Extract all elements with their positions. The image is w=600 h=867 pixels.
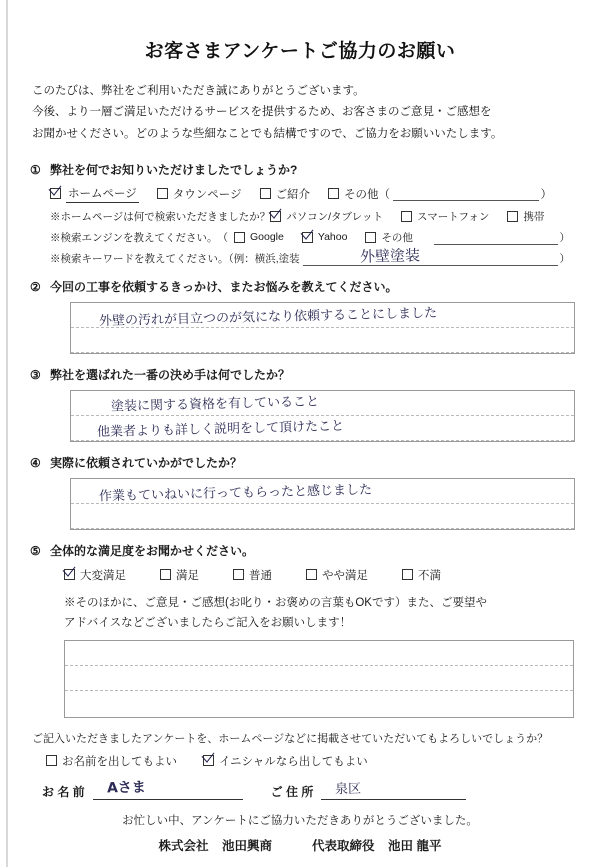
- checkbox-icon[interactable]: [260, 188, 271, 199]
- sub1-option-mobile-label: 携帯: [523, 210, 545, 223]
- option-townpage[interactable]: [157, 186, 242, 202]
- satisfaction-option-satisfied[interactable]: [160, 567, 199, 583]
- page-title: お客さまアンケートご協力のお願い: [144, 41, 456, 62]
- answer-line: [71, 504, 574, 529]
- checkbox-checked-icon[interactable]: [302, 232, 313, 243]
- sub1-option-smartphone[interactable]: [401, 209, 489, 224]
- question-2-number: ②: [30, 279, 41, 294]
- question-2-answer-field[interactable]: [70, 302, 575, 354]
- intro-text: [32, 81, 570, 145]
- sub1-lead: ※ホームページは何で検索いただきましたか？: [50, 210, 271, 223]
- respondent-row: [42, 779, 570, 800]
- question-4-text: 実際に依頼されていかがでしたか？: [50, 455, 243, 470]
- name-handwritten-value: Aさま: [106, 779, 146, 797]
- question-3-answer-line-1: 塗装に関する資格を有していること: [110, 394, 320, 415]
- question-2-answer-line-1: 外壁の汚れが目立つのが気になり依頼することにしました: [98, 305, 438, 329]
- sub1-option-mobile[interactable]: [507, 209, 544, 224]
- sub2-lead: ※検索エンジンを教えてください。 （: [50, 231, 228, 244]
- satisfaction-option-dissatisfied[interactable]: [402, 567, 441, 583]
- question-1-sub1: [50, 209, 570, 224]
- checkbox-checked-icon[interactable]: [203, 755, 214, 766]
- intro-line-1: このたびは、弊社をご利用いただき誠にありがとうございます。: [32, 85, 365, 97]
- question-2: [30, 278, 570, 354]
- sub2-option-other-label: その他: [381, 231, 413, 244]
- checkbox-icon[interactable]: [402, 569, 413, 580]
- representative-name: 池田 龍平: [388, 838, 442, 853]
- checkbox-icon[interactable]: [365, 232, 376, 243]
- intro-line-3: お聞かせください。どのような些細なことでも結構ですので、ご協力をお願いいたします。: [32, 127, 503, 140]
- checkbox-icon[interactable]: [401, 211, 412, 222]
- question-5-number: ⑤: [30, 543, 41, 558]
- checkbox-icon[interactable]: [234, 232, 245, 243]
- publish-option-initials-label: イニシャルなら出してもよい: [219, 755, 368, 768]
- satisfaction-option-satisfied-label: 満足: [176, 569, 199, 582]
- satisfaction-option-dissatisfied-label: 不満: [418, 569, 441, 582]
- option-homepage[interactable]: [50, 185, 139, 203]
- question-2-heading: [30, 278, 570, 295]
- company-block: [159, 836, 273, 854]
- free-comment-field[interactable]: [64, 640, 574, 718]
- representative-role: 代表取締役: [312, 838, 375, 853]
- intro-line-2: 今後、より一層ご満足いただけるサービスを提供するため、お客さまのご意見・ご感想を: [32, 106, 492, 119]
- option-other-label: その他（: [344, 188, 391, 201]
- question-5-text: 全体的な満足度をお聞かせください。: [50, 543, 255, 558]
- answer-line: [71, 328, 574, 353]
- address-input[interactable]: [321, 779, 466, 800]
- satisfaction-option-somewhat-label: やや満足: [322, 569, 368, 582]
- question-4-heading: [30, 454, 570, 471]
- free-comment-note-line-1: ※そのほかに、ご意見・ご感想(お叱り・お褒めの言葉もOKです）また、ご要望や: [64, 596, 487, 609]
- publish-consent-options: [46, 753, 570, 769]
- checkbox-icon[interactable]: [328, 188, 339, 199]
- answer-line: [65, 666, 573, 691]
- sub2-option-yahoo-label: Yahoo: [317, 231, 348, 244]
- sub2-close: ）: [559, 231, 570, 244]
- question-5-options: [64, 567, 570, 583]
- question-5-heading: [30, 542, 570, 559]
- question-1-options: [50, 185, 570, 203]
- sub3-lead: ※検索キーワードを教えてください。（例：横浜,塗装: [50, 252, 300, 265]
- sub2-option-google-label: Google: [249, 231, 284, 244]
- checkbox-checked-icon[interactable]: [50, 188, 61, 199]
- question-5: [30, 542, 570, 718]
- question-1-number: ①: [30, 162, 41, 177]
- page-edge-bar: [6, 0, 8, 867]
- checkbox-icon[interactable]: [306, 569, 317, 580]
- name-label: お 名 前: [42, 784, 85, 799]
- question-1-sub3: [50, 246, 570, 266]
- question-3: [30, 366, 570, 442]
- publish-consent-text: ご記入いただきましたアンケートを、ホームページなどに掲載させていただいてもよろしいでしょうか？: [32, 733, 549, 746]
- question-1-text: 弊社を何でお知りいただけましたでしょうか?: [50, 162, 298, 177]
- publish-option-initials[interactable]: [203, 753, 368, 769]
- checkbox-icon[interactable]: [157, 188, 168, 199]
- address-label: ご 住 所: [270, 784, 314, 799]
- checkbox-icon[interactable]: [160, 569, 171, 580]
- question-1: [30, 161, 570, 266]
- company-signature: [30, 836, 570, 854]
- address-handwritten-value: 泉区: [335, 781, 362, 798]
- question-3-text: 弊社を選ばれた一番の決め手は何でしたか？: [50, 367, 291, 382]
- question-4-answer-line-1: 作業もていねいに行ってもらったと感じました: [98, 482, 373, 505]
- option-homepage-label: ホームページ: [66, 185, 139, 203]
- answer-line: [65, 641, 573, 666]
- free-comment-note: [64, 593, 570, 634]
- option-other[interactable]: [328, 186, 552, 202]
- sub2-option-google[interactable]: [234, 231, 284, 243]
- satisfaction-option-somewhat[interactable]: [306, 567, 368, 583]
- option-other-close: ）: [540, 188, 552, 201]
- question-4-answer-field[interactable]: [70, 478, 575, 530]
- sub1-option-pc-label: パソコン/タブレット: [286, 210, 383, 223]
- checkbox-checked-icon[interactable]: [270, 211, 281, 222]
- representative-block: [312, 836, 441, 854]
- question-1-sub2: [50, 230, 570, 245]
- answer-line: [65, 691, 573, 716]
- option-townpage-label: タウンページ: [172, 188, 242, 201]
- question-1-heading: [30, 161, 570, 178]
- question-4: [30, 454, 570, 530]
- checkbox-checked-icon[interactable]: [64, 569, 75, 580]
- free-comment-note-line-2: アドバイスなどございましたらご記入をお願いします！: [64, 617, 352, 630]
- satisfaction-option-very-satisfied[interactable]: [64, 567, 126, 583]
- publish-option-full-name[interactable]: [46, 753, 177, 769]
- satisfaction-option-neutral-label: 普通: [249, 569, 272, 582]
- checkbox-icon[interactable]: [46, 755, 57, 766]
- satisfaction-option-very-satisfied-label: 大変満足: [80, 569, 126, 582]
- satisfaction-option-neutral[interactable]: [233, 567, 272, 583]
- thanks-text: お忙しい中、アンケートにご協力いただきありがとうございました。: [122, 814, 478, 827]
- name-input[interactable]: [93, 779, 243, 800]
- sub3-close: ）: [559, 252, 570, 265]
- sub3-keyword-input[interactable]: [303, 251, 558, 266]
- checkbox-icon[interactable]: [233, 569, 244, 580]
- option-referral[interactable]: [260, 186, 311, 202]
- option-referral-label: ご紹介: [275, 188, 311, 201]
- question-3-number: ③: [30, 367, 41, 382]
- sub3-handwritten-answer: 外壁塗装: [359, 246, 421, 266]
- question-3-answer-line-2: 他業者よりも詳しく説明をして頂けたこと: [96, 418, 345, 440]
- option-other-input[interactable]: [393, 186, 538, 201]
- sub2-option-yahoo[interactable]: [302, 231, 348, 243]
- company-label: 株式会社: [158, 838, 209, 853]
- question-3-heading: [30, 366, 570, 383]
- sub1-option-pc[interactable]: [270, 209, 383, 224]
- question-3-answer-field[interactable]: [70, 390, 575, 442]
- sub1-option-smartphone-label: スマートフォン: [416, 210, 490, 223]
- question-2-text: 今回の工事を依頼するきっかけ、またお悩みを教えてください。: [50, 279, 398, 294]
- sub2-option-other[interactable]: [365, 230, 413, 245]
- question-4-number: ④: [30, 455, 41, 470]
- company-name: 池田興商: [222, 838, 273, 853]
- checkbox-icon[interactable]: [507, 211, 518, 222]
- publish-option-full-name-label: お名前を出してもよい: [62, 755, 177, 768]
- sub2-other-input[interactable]: [434, 230, 558, 245]
